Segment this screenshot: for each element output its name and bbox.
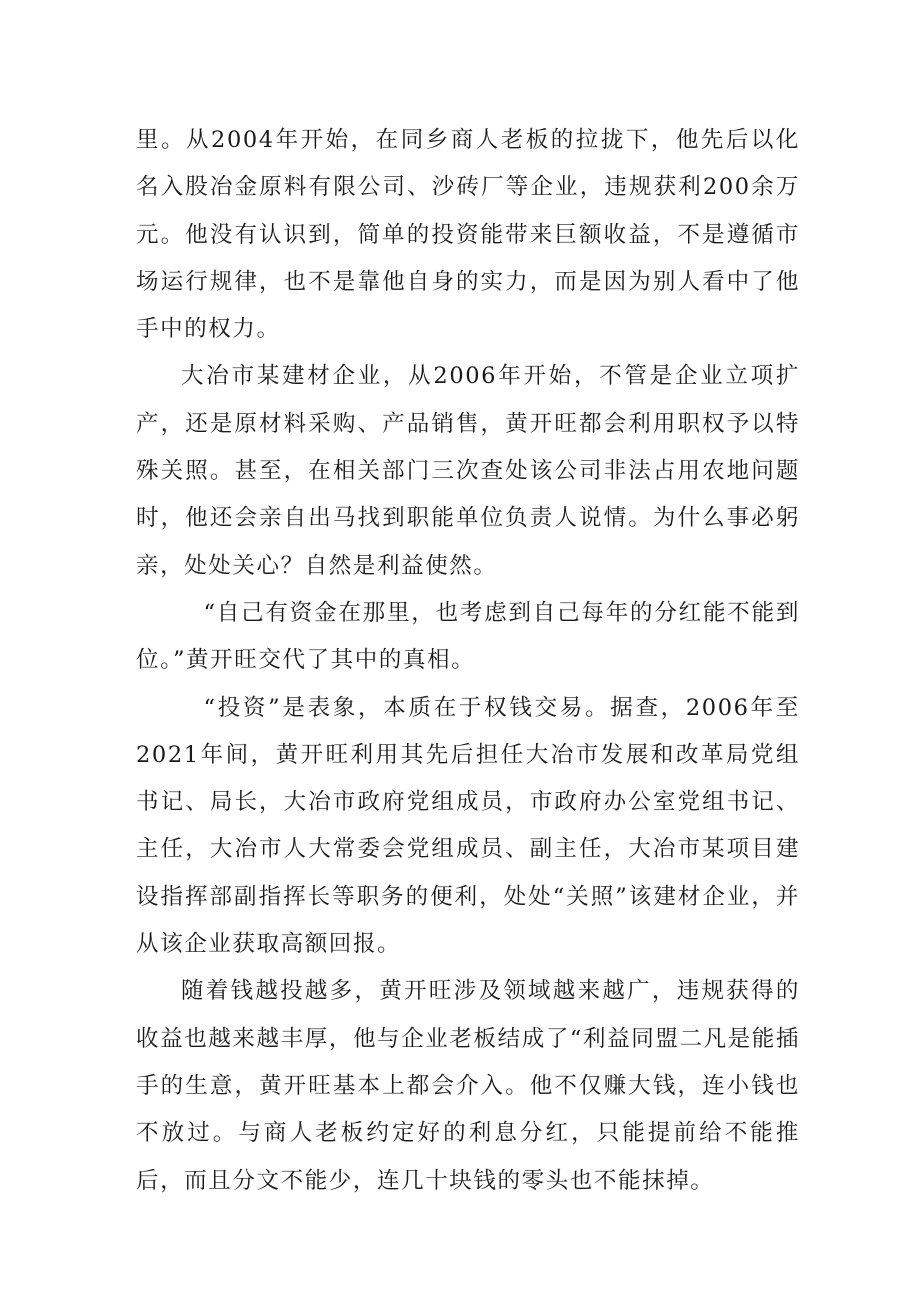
paragraph-4: “投资”是表象，本质在于权钱交易。据查，2006年至2021年间，黄开旺利用其先后担任大冶市发展和改革局党组书记、局长，大冶市政府党组成员，市政府办公室党组书记、主任，大冶市人大常委会党组成员、副主任，大冶市某项目建设指挥部副指挥长等职务的便利，处处“关照”该建材企业，并从该企业获取高额回报。 <box>136 694 800 958</box>
document-body <box>136 117 800 1205</box>
paragraph-1: 里。从2004年开始，在同乡商人老板的拉拢下，他先后以化名入股冶金原料有限公司、沙砖厂等企业，违规获利200余万元。他没有认识到，简单的投资能带来巨额收益，不是遵循市场运行规律，也不是靠他自身的实力，而是因为别人看中了他手中的权力。 <box>136 127 800 343</box>
paragraph-2: 大冶市某建材企业，从2006年开始，不管是企业立项扩产，还是原材料采购、产品销售，黄开旺都会利用职权予以特殊关照。甚至，在相关部门三次查处该公司非法占用农地问题时，他还会亲自出马找到职能单位负责人说情。为什么事必躬亲，处处关心？自然是利益使然。 <box>136 363 800 579</box>
paragraph-3: “自己有资金在那里，也考虑到自己每年的分红能不能到位。”黄开旺交代了其中的真相。 <box>136 599 800 674</box>
paragraph-5: 随着钱越投越多，黄开旺涉及领域越来越广，违规获得的收益也越来越丰厚，他与企业老板结成了“利益同盟二凡是能插手的生意，黄开旺基本上都会介入。他不仅赚大钱，连小钱也不放过。与商人老板约定好的利息分红，只能提前给不能推后，而且分文不能少，连几十块钱的零头也不能抹掉。 <box>136 978 800 1194</box>
